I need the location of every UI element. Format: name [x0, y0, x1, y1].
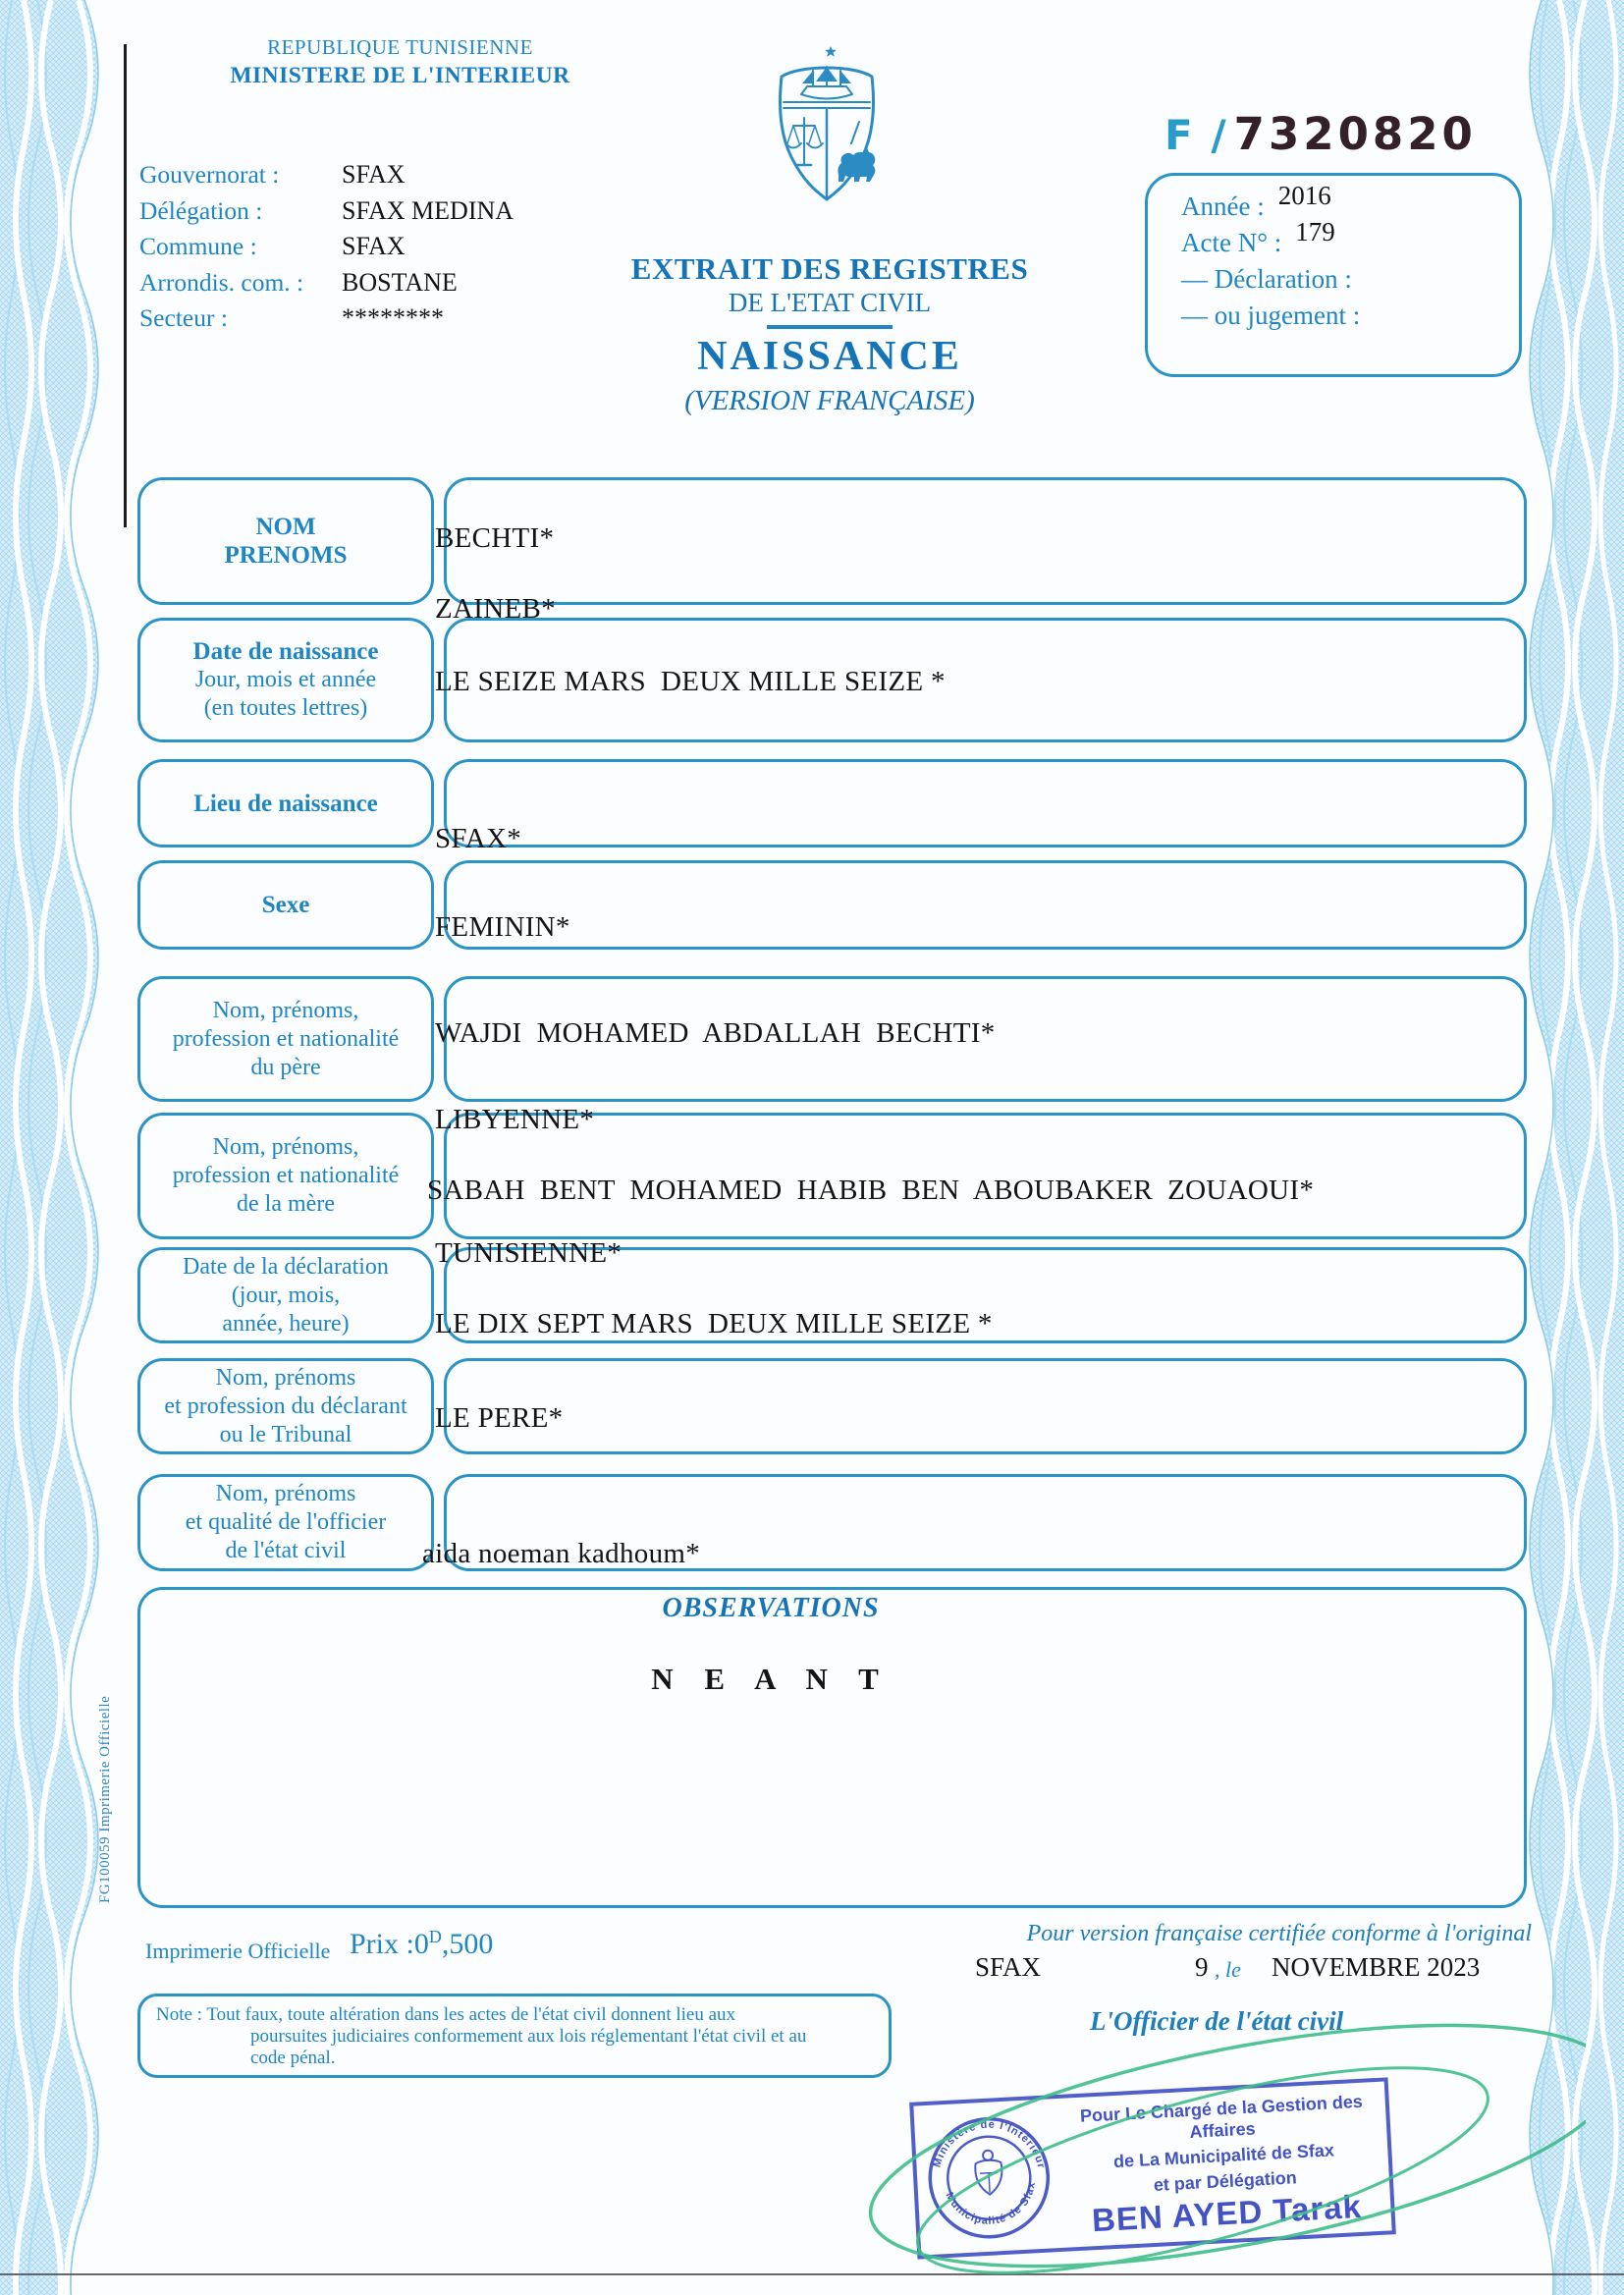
- value-officier: aida noeman kadhoum*: [422, 1538, 701, 1569]
- value-declarant: LE PERE*: [435, 1402, 564, 1434]
- note-line: Note : Tout faux, toute altération dans les actes de l'état civil donnent lieu aux: [156, 2004, 736, 2025]
- label-box-pere: [137, 976, 434, 1102]
- declaration-label: — Déclaration :: [1181, 264, 1352, 294]
- label-line: (jour, mois,: [231, 1282, 341, 1308]
- field-value: SFAX: [342, 232, 406, 261]
- svg-text:Municipalité de Sfax: Municipalité de Sfax: [943, 2180, 1039, 2227]
- annee-label: Année :: [1181, 191, 1265, 221]
- value-date-naissance: LE SEIZE MARS DEUX MILLE SEIZE *: [435, 666, 946, 697]
- value-mere: SABAH BENT MOHAMED HABIB BEN ABOUBAKER ZOUAOUI*: [427, 1175, 1315, 1206]
- row-lieu-naissance: [137, 759, 1527, 847]
- label-line: Sexe: [261, 892, 310, 918]
- officer-title: L'Officier de l'état civil: [1090, 2006, 1344, 2036]
- field-label: Secteur :: [139, 303, 228, 333]
- label-box-nom-prenoms: [137, 477, 434, 605]
- printer-reference-code: FG100059 Imprimerie Officielle: [97, 1695, 113, 1903]
- document-title-block: [545, 251, 1114, 417]
- month-year-value: NOVEMBRE 2023: [1272, 1952, 1481, 1982]
- guilloche-border-right: [1526, 0, 1624, 2295]
- header-organisation: [147, 35, 653, 89]
- row-declarant: [137, 1358, 1527, 1454]
- row-nom-prenoms: [137, 477, 1527, 605]
- field-delegation: [139, 193, 689, 230]
- label-line: Nom, prénoms,: [212, 1134, 359, 1160]
- field-value: ********: [342, 303, 444, 333]
- label-line: PRENOMS: [224, 542, 348, 569]
- annee-row: [1181, 181, 1519, 228]
- value-prenom: ZAINEB*: [435, 593, 556, 625]
- field-gouvernorat: [139, 157, 689, 193]
- value-nom: BECHTI*: [435, 522, 555, 554]
- title-line-2: DE L'ETAT CIVIL: [728, 288, 932, 317]
- label-line: ou le Tribunal: [219, 1421, 352, 1448]
- label-line: Nom, prénoms: [215, 1364, 356, 1391]
- value-sexe: FEMININ*: [435, 911, 570, 943]
- note-line: poursuites judiciaires conformement aux lois réglementant l'état civil et au: [250, 2026, 807, 2047]
- label-box-date-naissance: [137, 618, 434, 742]
- place-value: SFAX: [975, 1952, 1042, 1982]
- acte-value: 179: [1295, 217, 1335, 246]
- title-line-1: EXTRAIT DES REGISTRES: [630, 251, 1029, 286]
- declaration-row: [1181, 264, 1519, 301]
- field-value: SFAX: [342, 160, 406, 190]
- label-line: Date de la déclaration: [183, 1253, 389, 1280]
- label-box-mere: [137, 1113, 434, 1239]
- price-label: [350, 1927, 493, 1961]
- stamp-line-3: et par Délégation: [1153, 2167, 1298, 2195]
- label-line: Jour, mois et année: [194, 667, 377, 692]
- tunisia-coat-of-arms-icon: [758, 27, 895, 236]
- imprimerie-label: Imprimerie Officielle: [145, 1939, 331, 1963]
- label-line: et qualité de l'officier: [185, 1509, 387, 1535]
- certification-line: Pour version française certifiée conforme à l'original: [1026, 1921, 1532, 1946]
- price-suffix: ,500: [441, 1928, 494, 1960]
- observations-title: OBSERVATIONS: [662, 1593, 880, 1623]
- row-sexe: [137, 860, 1527, 950]
- value-box-nom-prenoms: [444, 477, 1527, 605]
- label-box-declarant: [137, 1358, 434, 1454]
- day-value: 9: [1195, 1952, 1209, 1982]
- acte-number-box: [1145, 173, 1522, 377]
- guilloche-border-left: [0, 0, 116, 2295]
- price-currency-sup: D: [428, 1927, 442, 1946]
- row-officier: [137, 1474, 1527, 1571]
- label-line: année, heure): [222, 1310, 350, 1337]
- serial-prefix: F /: [1164, 111, 1228, 159]
- label-line: profession et nationalité: [172, 1025, 400, 1052]
- ministry-title: MINISTERE DE L'INTERIEUR: [230, 63, 570, 88]
- scan-artifact-line: [124, 44, 127, 527]
- stamp-line-1: Pour Le Chargé de la Gestion des Affaires: [1079, 2091, 1364, 2142]
- annee-value: 2016: [1277, 181, 1331, 210]
- stamp-signatory-name: BEN AYED Tarak: [1091, 2187, 1363, 2239]
- title-version: (VERSION FRANÇAISE): [684, 385, 975, 416]
- field-label: Arrondis. com. :: [139, 267, 304, 297]
- label-line: de l'état civil: [225, 1538, 347, 1563]
- title-naissance: NAISSANCE: [697, 334, 962, 379]
- republic-title: REPUBLIQUE TUNISIENNE: [267, 35, 533, 59]
- label-line: Lieu de naissance: [193, 790, 378, 817]
- label-line: NOM: [255, 514, 316, 540]
- value-pere: WAJDI MOHAMED ABDALLAH BECHTI*: [435, 1017, 996, 1049]
- acte-row: [1181, 217, 1519, 264]
- field-value: SFAX MEDINA: [342, 195, 514, 225]
- value-pere-nationalite: LIBYENNE*: [435, 1104, 595, 1135]
- label-line: de la mère: [237, 1191, 335, 1217]
- label-line: Date de naissance: [192, 638, 379, 665]
- value-box-lieu-naissance: [444, 759, 1527, 847]
- value-date-declaration: LE DIX SEPT MARS DEUX MILLE SEIZE *: [435, 1308, 993, 1339]
- legal-note-box: [137, 1994, 892, 2078]
- label-line: Nom, prénoms: [215, 1481, 356, 1506]
- svg-text:Ministère de l'Intérieur: Ministère de l'Intérieur: [931, 2118, 1048, 2170]
- label-box-date-declaration: [137, 1247, 434, 1343]
- value-mere-nationalite: TUNISIENNE*: [435, 1237, 623, 1269]
- value-box-declarant: [444, 1358, 1527, 1454]
- stamp-line-2: de La Municipalité de Sfax: [1112, 2140, 1335, 2172]
- label-box-lieu-naissance: [137, 759, 434, 847]
- jugement-row: [1181, 301, 1519, 337]
- jugement-label: — ou jugement :: [1181, 301, 1361, 330]
- title-underline: [767, 325, 893, 329]
- field-label: Délégation :: [139, 195, 263, 225]
- handwritten-signature: [830, 1979, 1586, 2293]
- label-line: du père: [250, 1054, 321, 1080]
- label-line: et profession du déclarant: [164, 1393, 407, 1419]
- observations-value: N E A N T: [651, 1662, 891, 1696]
- note-line: code pénal.: [250, 2048, 336, 2068]
- label-box-sexe: [137, 860, 434, 950]
- value-lieu-naissance: SFAX*: [435, 823, 521, 854]
- field-label: Gouvernorat :: [139, 160, 280, 190]
- label-line: Nom, prénoms,: [212, 997, 359, 1023]
- serial-number: [1164, 108, 1477, 160]
- field-label: Commune :: [139, 232, 257, 261]
- label-line: profession et nationalité: [172, 1163, 400, 1188]
- acte-label: Acte N° :: [1181, 228, 1282, 257]
- value-box-sexe: [444, 860, 1527, 950]
- observations-box: [137, 1587, 1527, 1908]
- field-value: BOSTANE: [342, 267, 458, 297]
- le-label: , le: [1215, 1957, 1241, 1982]
- label-box-officier: [137, 1474, 434, 1571]
- serial-digits: 7320820: [1233, 108, 1477, 160]
- price-prefix: Prix :0: [350, 1928, 429, 1960]
- label-line: (en toutes lettres): [203, 695, 368, 721]
